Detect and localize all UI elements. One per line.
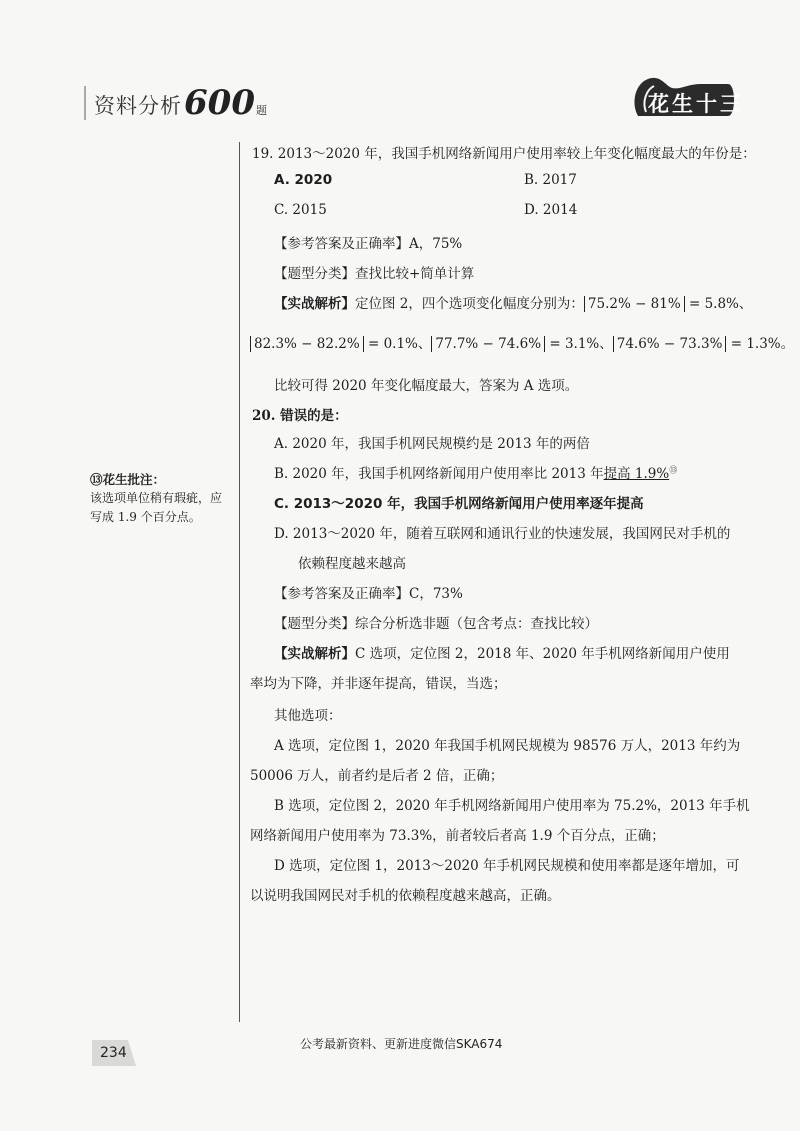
q20-option-d-line-1: D. 2013～2020 年，随着互联网和通讯行业的快速发展，我国网民对手机的 [274,526,731,542]
book-title-text: 资料分析 [94,94,182,118]
page-number: 234 [100,1045,127,1061]
q19-analysis-line-1 [274,292,752,312]
q20-analysis-label: 【实战解析】 [274,646,355,662]
q19-conclusion: 比较可得 2020 年变化幅度最大，答案为 A 选项。 [274,378,579,394]
q19-analysis-line-2 [250,332,794,352]
q20-analysis-line-2: 率均为下降，并非逐年提高，错误，当选； [250,676,507,692]
q19-calc-4-result: = 1.3%。 [726,336,795,352]
q20-option-a: A. 2020 年，我国手机网民规模约是 2013 年的两倍 [274,436,590,452]
q20-option-a-analysis-1: A 选项，定位图 1，2020 年我国手机网民规模为 98576 万人，2013 年约为 [274,738,741,754]
q20-option-d-analysis-1: D 选项，定位图 1，2013～2020 年手机网民规模和使用率都是逐年增加，可 [274,858,740,874]
q19-calc-1-result: = 5.8%、 [684,296,753,312]
q20-option-c: C. 2013～2020 年，我国手机网络新闻用户使用率逐年提高 [274,496,644,512]
footer-text: 公考最新资料、更新进度微信SKA674 [300,1037,503,1051]
q19-option-c: C. 2015 [274,202,327,218]
q20-option-a-analysis-2: 50006 万人，前者约是后者 2 倍，正确； [250,768,504,784]
q20-option-d-analysis-2: 以说明我国网民对手机的依赖程度越来越高，正确。 [250,888,561,904]
annotation-line-2: 写成 1.9 个百分点。 [90,510,201,524]
book-title-suffix: 题 [255,104,267,117]
q19-stem: 19. 2013～2020 年，我国手机网络新闻用户使用率较上年变化幅度最大的年份是： [252,146,756,162]
q20-option-b-analysis-1: B 选项，定位图 2，2020 年手机网络新闻用户使用率为 75.2%，2013 年手机 [274,798,750,814]
q20-category: 【题型分类】综合分析选非题（包含考点：查找比较） [274,616,598,632]
q19-answer: 【参考答案及正确率】A，75% [274,236,463,252]
brand-name: 花生十三 [648,92,744,116]
q20-option-b-analysis-2: 网络新闻用户使用率为 73.3%，前者较后者高 1.9 个百分点，正确； [250,828,665,844]
q19-analysis-label: 【实战解析】 [274,296,355,312]
q20-note-marker: ⑬ [669,465,678,475]
q19-option-a: A. 2020 [274,172,333,188]
q20-stem: 20. 错误的是： [252,408,348,424]
q19-option-b: B. 2017 [524,172,577,188]
q20-option-b-underlined: 提高 1.9% [603,466,670,482]
q19-calc-4: 74.6% − 73.3% [613,336,727,352]
book-title-number: 600 [184,83,255,123]
book-title [84,83,267,123]
q19-analysis-text: 定位图 2，四个选项变化幅度分别为： [355,296,584,312]
q19-category: 【题型分类】查找比较+简单计算 [274,266,475,282]
annotation-title: ⑬花生批注： [90,472,166,487]
annotation-line-1: 该选项单位稍有瑕疵，应 [90,491,223,505]
q19-calc-3: 77.7% − 74.6% [431,336,545,352]
q20-option-d-line-2: 依赖程度越来越高 [298,556,406,572]
q20-option-b [274,462,677,482]
q20-analysis-line-1 [274,642,730,662]
margin-divider [239,142,240,1022]
q20-analysis-text: C 选项，定位图 2，2018 年、2020 年手机网络新闻用户使用 [355,646,730,662]
title-tick [84,86,86,120]
q20-option-b-text: B. 2020 年，我国手机网络新闻用户使用率比 2013 年 [274,466,604,482]
q20-answer: 【参考答案及正确率】C，73% [274,586,463,602]
q19-calc-3-result: = 3.1%、 [545,336,613,352]
q19-calc-2: 82.3% − 82.2% [250,336,364,352]
q20-other-options: 其他选项： [274,708,342,724]
side-annotation [90,470,230,527]
q19-option-d: D. 2014 [524,202,578,218]
q19-calc-1: 75.2% − 81% [584,296,685,312]
q19-calc-2-result: = 0.1%、 [363,336,432,352]
